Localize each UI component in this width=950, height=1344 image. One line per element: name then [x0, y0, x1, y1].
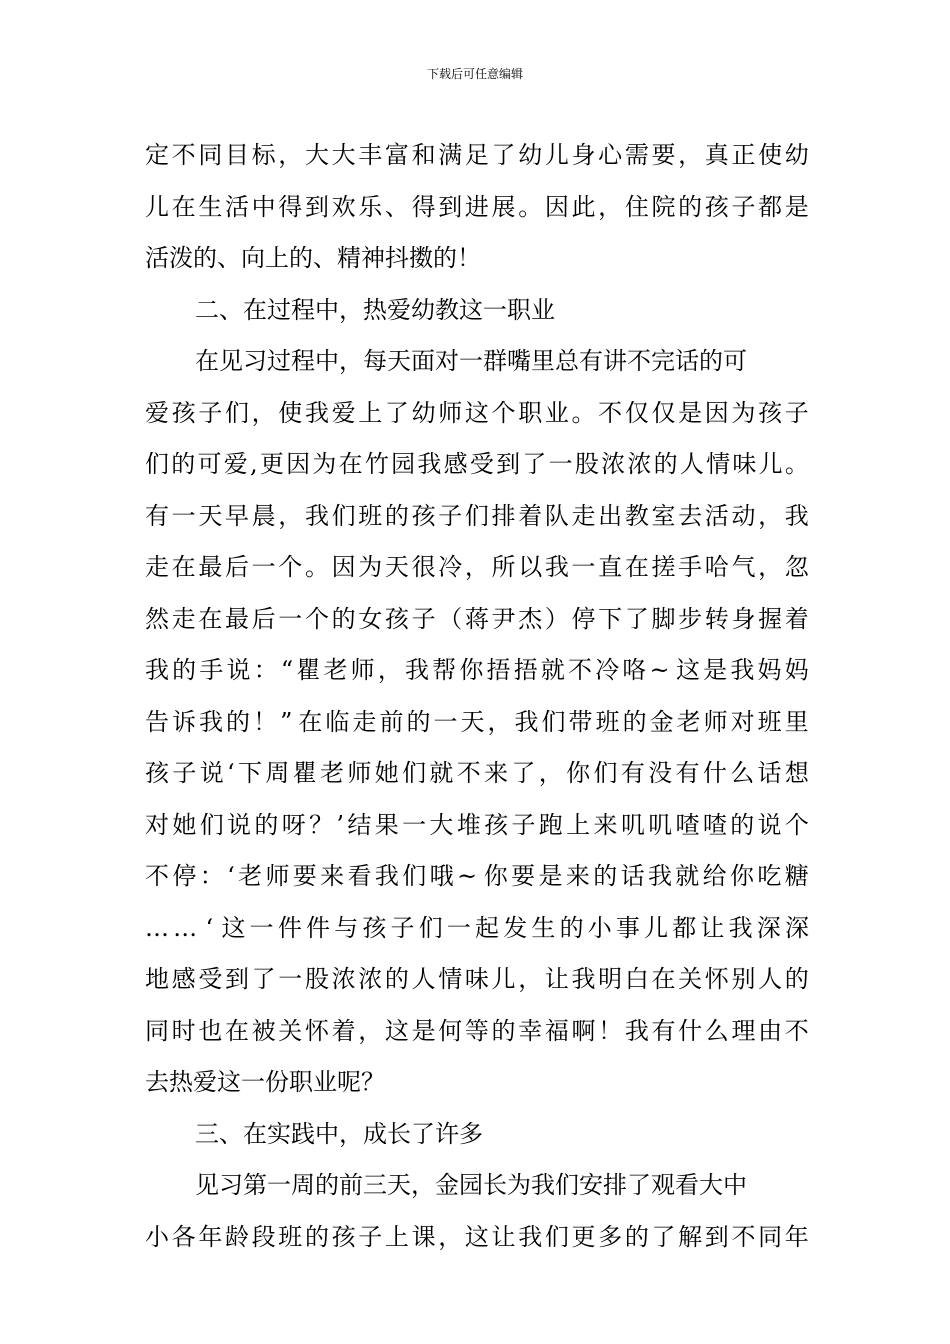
- text-line: 在见习过程中，每天面对一群嘴里总有讲不完话的可: [195, 347, 747, 375]
- text-line: 小 各 年 龄 段 班 的 孩 子 上 课 ， 这 让 我 们 更 多 的 了 解 到 不 同 年: [145, 1222, 809, 1251]
- text-line: 孩 子 说 ‘ 下 周 瞿 老 师 她 们 就 不 来 了 ， 你 们 有 没 有 什 么 话 想: [145, 759, 809, 787]
- document-body: [145, 130, 809, 1263]
- section-heading: 三、在实践中，成长了许多: [195, 1119, 483, 1148]
- text-line: 地 感 受 到 了 一 股 浓 浓 的 人 情 味 儿 ， 让 我 明 白 在 关 怀 别 人 的: [145, 965, 809, 993]
- text-line: 不 停 ： ‘ 老 师 要 来 看 我 们 哦 ~ 你 要 是 来 的 话 我 就 给 你 吃 糖: [145, 862, 809, 890]
- text-line: 儿 在 生 活 中 得 到 欢 乐 、 得 到 进 展 。 因 此 ， 住 院 的 孩 子 都 是: [145, 192, 809, 221]
- text-line: 们 的 可 爱 , 更 因 为 在 竹 园 我 感 受 到 了 一 股 浓 浓 的 人 情 味 儿 。: [145, 450, 809, 478]
- section-heading: 二、在过程中，热爱幼教这一职业: [195, 295, 555, 324]
- text-line: 有 一 天 早 晨 ， 我 们 班 的 孩 子 们 排 着 队 走 出 教 室 去 活 动 ， 我: [145, 501, 809, 530]
- text-line: 然 走 在 最 后 一 个 的 女 孩 子 （ 蒋 尹 杰 ） 停 下 了 脚 步 转 身 握 着: [145, 604, 809, 633]
- text-line: 对 她 们 说 的 呀 ？ ’ 结 果 一 大 堆 孩 子 跑 上 来 叽 叽 喳 喳 的 说 个: [145, 810, 809, 839]
- text-line: 去热爱这一份职业呢？: [145, 1068, 385, 1096]
- page-header: 下载后可任意编辑: [426, 67, 523, 81]
- text-line: 告 诉 我 的 ！ ” 在 临 走 前 的 一 天 ， 我 们 带 班 的 金 老 师 对 班 里: [145, 707, 809, 736]
- text-line: 定 不 同 目 标 ， 大 大 丰 富 和 满 足 了 幼 儿 身 心 需 要 ， 真 正 使 幼: [145, 141, 809, 169]
- text-line: 见习第一周的前三天，金园长为我们安排了观看大中: [195, 1171, 747, 1199]
- text-line: 走 在 最 后 一 个 。 因 为 天 很 冷 ， 所 以 我 一 直 在 搓 手 哈 气 ， 忽: [145, 553, 809, 581]
- text-line: … … ‘ 这 一 件 件 与 孩 子 们 一 起 发 生 的 小 事 儿 都 让 我 深 深: [145, 913, 809, 942]
- text-line: 我 的 手 说 ： “ 瞿 老 师 ， 我 帮 你 捂 捂 就 不 冷 咯 ~ 这 是 我 妈 妈: [145, 656, 809, 684]
- text-line: 同 时 也 在 被 关 怀 着 ， 这 是 何 等 的 幸 福 啊 ！ 我 有 什 么 理 由 不: [145, 1016, 809, 1045]
- text-line: 爱 孩 子 们 ， 使 我 爱 上 了 幼 师 这 个 职 业 。 不 仅 仅 是 因 为 孩 子: [145, 398, 809, 427]
- text-line: 活泼的、向上的、精神抖擞的！: [145, 244, 481, 272]
